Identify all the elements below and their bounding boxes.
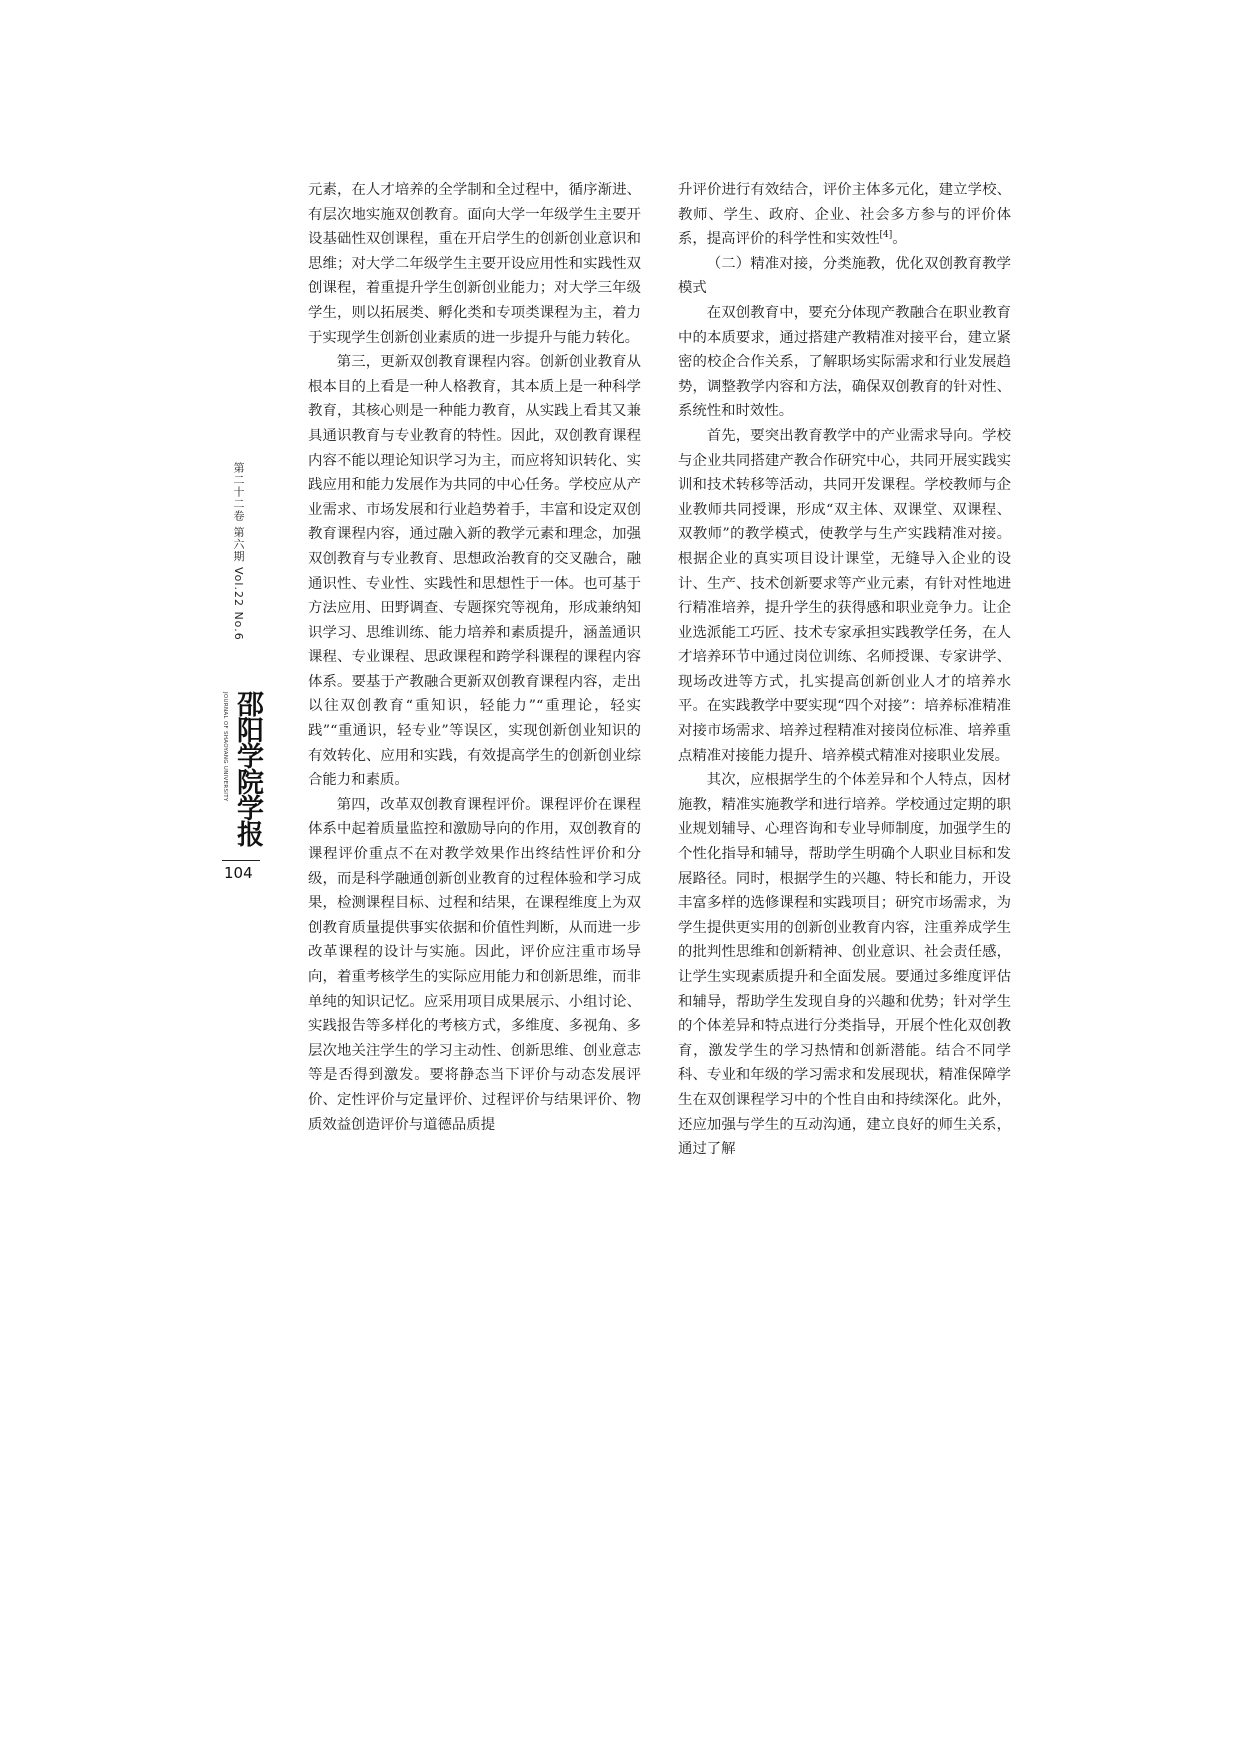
paragraph-course-evaluation: 第四，改革双创教育课程评价。课程评价在课程体系中起着质量监控和激励导向的作用，双创教育的课程评价重点不在对教学效果作出终结性评价和分级，而是科学融通创新创业教育的过程体验和学习成果，检测课程目标、过程和结果，在课程维度上为双创教育质量提供事实依据和价值性判断，从而进一步改革课程的设计与实施。因此，评价应注重市场导向，着重考核学生的实际应用能力和创新思维，而非单纯的知识记忆。应采用项目成果展示、小组讨论、实践报告等多样化的考核方式，多维度、多视角、多层次地关注学生的学习主动性、创新思维、创业意志等是否得到激发。要将静态当下评价与动态发展评价、定性评价与定量评价、过程评价与结果评价、物质效益创造评价与道德品质提 — [308, 796, 641, 1133]
right-text-column — [678, 178, 1011, 1162]
journal-title: 邵阳学院学报 — [232, 690, 263, 846]
left-text-column — [308, 178, 641, 1137]
citation-ref: [4] — [879, 230, 893, 241]
journal-side-bar — [220, 462, 266, 862]
paragraph-evaluation-end-punct: 。 — [892, 231, 907, 248]
paragraph-course-content: 第三，更新双创教育课程内容。创新创业教育从根本目的上看是一种人格教育，其本质上是一种科学教育，其核心则是一种能力教育，从实践上看其又兼具通识教育与专业教育的特性。因此，双创教育课程内容不能以理论知识学习为主，而应将知识转化、实践应用和能力发展作为共同的中心任务。学校应从产业需求、市场发展和行业趋势着手，丰富和设定双创教育课程内容，通过融入新的教学元素和理念，加强双创教育与专业教育、思想政治教育的交叉融合，融通识性、专业性、实践性和思想性于一体。也可基于方法应用、田野调查、专题探究等视角，形成兼纳知识学习、思维训练、能力培养和素质提升，涵盖通识课程、专业课程、思政课程和跨学科课程的课程内容体系。要基于产教融合更新双创教育课程内容，走出以往双创教育“重知识，轻能力”“重理论，轻实践”“重通识，轻专业”等误区，实现创新创业知识的有效转化、应用和实践，有效提高学生的创新创业综合能力和素质。 — [308, 354, 641, 789]
page-number-rule — [222, 860, 260, 861]
paragraph-evaluation-end-text: 升评价进行有效结合，评价主体多元化，建立学校、教师、学生、政府、企业、社会多方参与的评价体系，提高评价的科学性和实效性 — [678, 182, 1011, 248]
paragraph-industry-education: 在双创教育中，要充分体现产教融合在职业教育中的本质要求，通过搭建产教精准对接平台，建立紧密的校企合作关系，了解职场实际需求和行业发展趋势，调整教学内容和方法，确保双创教育的针对性、系统性和时效性。 — [678, 304, 1011, 420]
page-number: 104 — [224, 864, 253, 882]
section-heading: （二）精准对接，分类施教，优化双创教育教学模式 — [678, 255, 1011, 297]
paragraph-first-point: 首先，要突出教育教学中的产业需求导向。学校与企业共同搭建产教合作研究中心，共同开展实践实训和技术转移等活动，共同开发课程。学校教师与企业教师共同授课，形成“双主体、双课堂、双课程、双教师”的教学模式，使教学与生产实践精准对接。根据企业的真实项目设计课堂，无缝导入企业的设计、生产、技术创新要求等产业元素，有针对性地进行精准培养，提升学生的获得感和职业竞争力。让企业选派能工巧匠、技术专家承担实践教学任务，在人才培养环节中通过岗位训练、名师授课、专家讲学、现场改进等方式，扎实提高创新创业人才的培养水平。在实践教学中要实现“四个对接”：培养标准精准对接市场需求、培养过程精准对接岗位标准、培养重点精准对接能力提升、培养模式精准对接职业发展。 — [678, 427, 1011, 764]
journal-english-title: JOURNAL OF SHAOYANG UNIVERSITY — [222, 692, 228, 802]
paragraph-continued: 元素，在人才培养的全学制和全过程中，循序渐进、有层次地实施双创教育。面向大学一年级学生主要开设基础性双创课程，重在开启学生的创新创业意识和思维；对大学二年级学生主要开设应用性和实践性双创课程，着重提升学生创新创业能力；对大学三年级学生，则以拓展类、孵化类和专项类课程为主，着力于实现学生创新创业素质的进一步提升与能力转化。 — [308, 182, 641, 346]
paragraph-evaluation-end — [678, 178, 1011, 252]
paragraph-second-point: 其次，应根据学生的个体差异和个人特点，因材施教，精准实施教学和进行培养。学校通过定期的职业规划辅导、心理咨询和专业导师制度，加强学生的个性化指导和辅导，帮助学生明确个人职业目标和发展路径。同时，根据学生的兴趣、特长和能力，开设丰富多样的选修课程和实践项目；研究市场需求，为学生提供更实用的创新创业教育内容，注重养成学生的批判性思维和创新精神、创业意识、社会责任感，让学生实现素质提升和全面发展。要通过多维度评估和辅导，帮助学生发现自身的兴趣和优势；针对学生的个体差异和特点进行分类指导，开展个性化双创教育，激发学生的学习热情和创新潜能。结合不同学科、专业和年级的学习需求和发展现状，精准保障学生在双创课程学习中的个性自由和持续深化。此外，还应加强与学生的互动沟通，建立良好的师生关系，通过了解 — [678, 772, 1011, 1158]
volume-issue-label: 第二十二卷 第六期 Vol.22 No.6 — [232, 462, 245, 641]
